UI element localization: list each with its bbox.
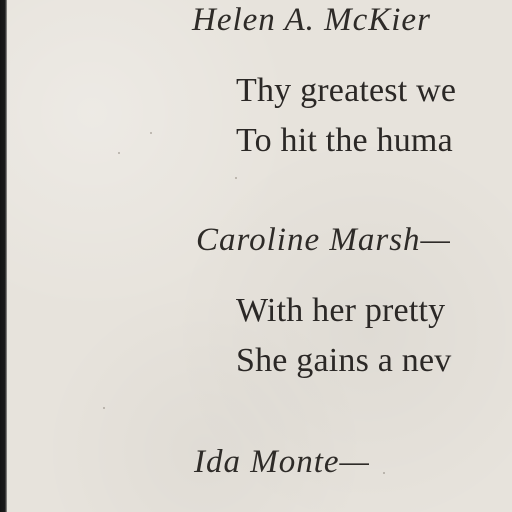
- paper-speck: [150, 132, 152, 134]
- verse-line-4: She gains a nev: [236, 342, 452, 379]
- verse-line-2: To hit the huma: [236, 122, 453, 159]
- paper-speck: [103, 407, 105, 409]
- paper-speck: [235, 177, 237, 179]
- paper-speck: [383, 472, 385, 474]
- paper-speck: [118, 152, 120, 154]
- verse-line-3: With her pretty: [236, 292, 446, 329]
- entry-name-helen: Helen A. McKier: [192, 2, 431, 38]
- entry-name-caroline: Caroline Marsh—: [196, 222, 451, 258]
- verse-line-1: Thy greatest we: [236, 72, 457, 109]
- entry-name-ida: Ida Monte—: [194, 444, 370, 480]
